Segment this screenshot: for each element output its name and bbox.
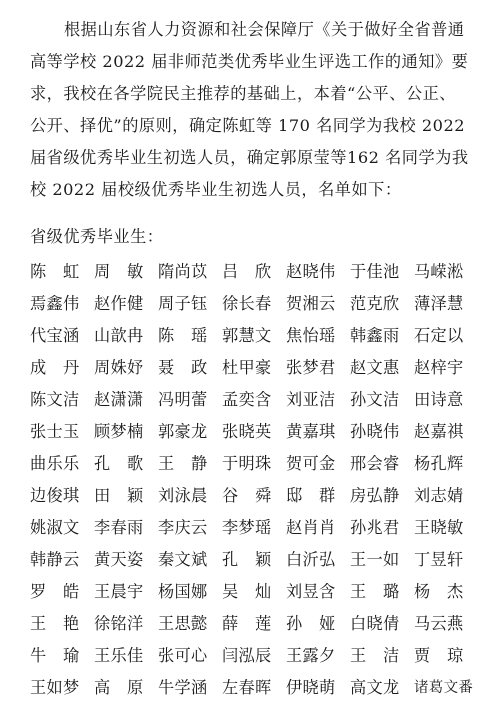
name-entry: 于明珠	[222, 454, 272, 473]
name-row	[30, 350, 496, 382]
name-entry: 陈 瑶	[158, 326, 208, 345]
intro-line: 届省级优秀毕业生初选人员，确定郭原莹等162 名同学为我	[30, 148, 469, 167]
name-entry: 周姝妤	[94, 358, 144, 377]
name-entry: 周 敏	[94, 262, 144, 281]
name-entry: 孟奕含	[222, 390, 272, 409]
name-entry: 周子钰	[158, 294, 208, 313]
name-entry: 刘志婧	[414, 486, 464, 505]
name-entry: 杨孔辉	[414, 454, 464, 473]
intro-paragraph	[30, 14, 490, 206]
name-entry: 王露夕	[286, 646, 336, 665]
name-row	[30, 318, 496, 350]
name-entry: 赵文惠	[350, 358, 400, 377]
name-entry: 冯明蕾	[158, 390, 208, 409]
intro-line: 校 2022 届校级优秀毕业生初选人员，名单如下：	[30, 180, 402, 199]
name-entry: 郭慧文	[222, 326, 272, 345]
name-entry: 刘亚洁	[286, 390, 336, 409]
name-entry: 赵梓宇	[414, 358, 464, 377]
name-row	[30, 478, 496, 510]
name-entry: 黄天姿	[94, 550, 144, 569]
name-entry: 马嵘淞	[414, 262, 464, 281]
name-entry: 王晨宇	[94, 582, 144, 601]
name-entry: 牛学涵	[158, 678, 208, 697]
name-entry: 王晓敏	[414, 518, 464, 537]
name-entry: 马云燕	[414, 614, 464, 633]
name-entry: 陈文洁	[30, 390, 80, 409]
name-entry: 聂 政	[158, 358, 208, 377]
name-row	[30, 414, 496, 446]
name-entry: 曲乐乐	[30, 454, 80, 473]
name-entry: 山歆冉	[94, 326, 144, 345]
name-entry: 薛 莲	[222, 614, 272, 633]
name-entry: 焦怡瑶	[286, 326, 336, 345]
name-row	[30, 638, 496, 670]
intro-line: 根据山东省人力资源和社会保障厅《关于做好全省普通	[64, 20, 465, 39]
name-row	[30, 286, 496, 318]
name-entry: 杜甲豪	[222, 358, 272, 377]
name-entry: 徐长春	[222, 294, 272, 313]
name-entry: 秦文斌	[158, 550, 208, 569]
name-entry: 白沂弘	[286, 550, 336, 569]
name-row	[30, 574, 496, 606]
name-entry: 王乐佳	[94, 646, 144, 665]
name-entry: 贾 琼	[414, 646, 464, 665]
name-row	[30, 254, 496, 286]
name-entry: 赵晓伟	[286, 262, 336, 281]
name-entry: 杨 杰	[414, 582, 464, 601]
name-entry: 顾梦楠	[94, 422, 144, 441]
name-list	[30, 254, 496, 702]
name-entry: 杨国娜	[158, 582, 208, 601]
name-entry: 贺湘云	[286, 294, 336, 313]
name-entry: 牛 瑜	[30, 646, 80, 665]
name-entry: 高文龙	[350, 678, 400, 697]
intro-line: 高等学校 2022 届非师范类优秀毕业生评选工作的通知》要	[30, 52, 469, 71]
name-entry: 王 艳	[30, 614, 80, 633]
name-entry: 姚淑文	[30, 518, 80, 537]
name-entry: 罗 皓	[30, 582, 80, 601]
name-entry: 张可心	[158, 646, 208, 665]
name-entry: 孔 歌	[94, 454, 144, 473]
intro-line: 公开、择优”的原则，确定陈虹等 170 名同学为我校 2022	[30, 116, 466, 135]
name-entry: 孙 娅	[286, 614, 336, 633]
name-entry: 王如梦	[30, 678, 80, 697]
name-row	[30, 382, 496, 414]
name-entry: 王思懿	[158, 614, 208, 633]
name-entry: 田诗意	[414, 390, 464, 409]
section-heading: 省级优秀毕业生：	[30, 227, 164, 246]
name-entry: 高 原	[94, 678, 144, 697]
name-entry: 赵嘉祺	[414, 422, 464, 441]
name-entry: 郭豪龙	[158, 422, 208, 441]
name-entry: 陈 虹	[30, 262, 80, 281]
name-entry: 张晓英	[222, 422, 272, 441]
name-entry: 张士玉	[30, 422, 80, 441]
name-entry: 王 洁	[350, 646, 400, 665]
name-entry: 邸 群	[286, 486, 336, 505]
name-entry: 谷 舜	[222, 486, 272, 505]
name-entry: 孙兆君	[350, 518, 400, 537]
name-entry: 伊晓萌	[286, 678, 336, 697]
name-entry: 范克欣	[350, 294, 400, 313]
name-entry: 赵肖肖	[286, 518, 336, 537]
name-entry: 孙文洁	[350, 390, 400, 409]
name-entry: 徐铭洋	[94, 614, 144, 633]
name-entry: 田 颖	[94, 486, 144, 505]
name-entry: 隋尚苡	[158, 262, 208, 281]
name-entry: 赵潇潇	[94, 390, 144, 409]
name-row	[30, 446, 496, 478]
name-entry: 左春晖	[222, 678, 272, 697]
name-entry: 丁昱轩	[414, 550, 464, 569]
name-row	[30, 510, 496, 542]
name-entry: 张梦君	[286, 358, 336, 377]
name-entry: 刘泳晨	[158, 486, 208, 505]
name-entry: 白晓倩	[350, 614, 400, 633]
name-entry: 刘昱含	[286, 582, 336, 601]
name-entry: 于佳池	[350, 262, 400, 281]
name-entry: 邢会睿	[350, 454, 400, 473]
name-entry: 闫泓辰	[222, 646, 272, 665]
intro-line: 求，我校在各学院民主推荐的基础上，本着“公平、公正、	[30, 84, 456, 103]
name-entry: 代宝涵	[30, 326, 80, 345]
name-row	[30, 606, 496, 638]
name-entry: 李庆云	[158, 518, 208, 537]
name-entry: 李梦瑶	[222, 518, 272, 537]
name-entry: 韩静云	[30, 550, 80, 569]
name-entry: 王 静	[158, 454, 208, 473]
name-entry: 石定以	[414, 326, 464, 345]
name-entry: 成 丹	[30, 358, 80, 377]
name-entry: 贺可金	[286, 454, 336, 473]
name-entry: 李春雨	[94, 518, 144, 537]
name-entry: 韩鑫雨	[350, 326, 400, 345]
name-entry: 孙晓伟	[350, 422, 400, 441]
name-row	[30, 542, 496, 574]
name-entry: 房弘静	[350, 486, 400, 505]
name-entry: 诸葛文番	[414, 679, 474, 696]
name-entry: 吕 欣	[222, 262, 272, 281]
name-entry: 边俊琪	[30, 486, 80, 505]
name-entry: 王 璐	[350, 582, 400, 601]
name-entry: 孔 颖	[222, 550, 272, 569]
name-entry: 黄嘉琪	[286, 422, 336, 441]
name-entry: 王一如	[350, 550, 400, 569]
name-entry: 赵作健	[94, 294, 144, 313]
name-entry: 薄泽慧	[414, 294, 464, 313]
name-entry: 焉鑫伟	[30, 294, 80, 313]
name-row	[30, 670, 496, 702]
name-entry: 吴 灿	[222, 582, 272, 601]
